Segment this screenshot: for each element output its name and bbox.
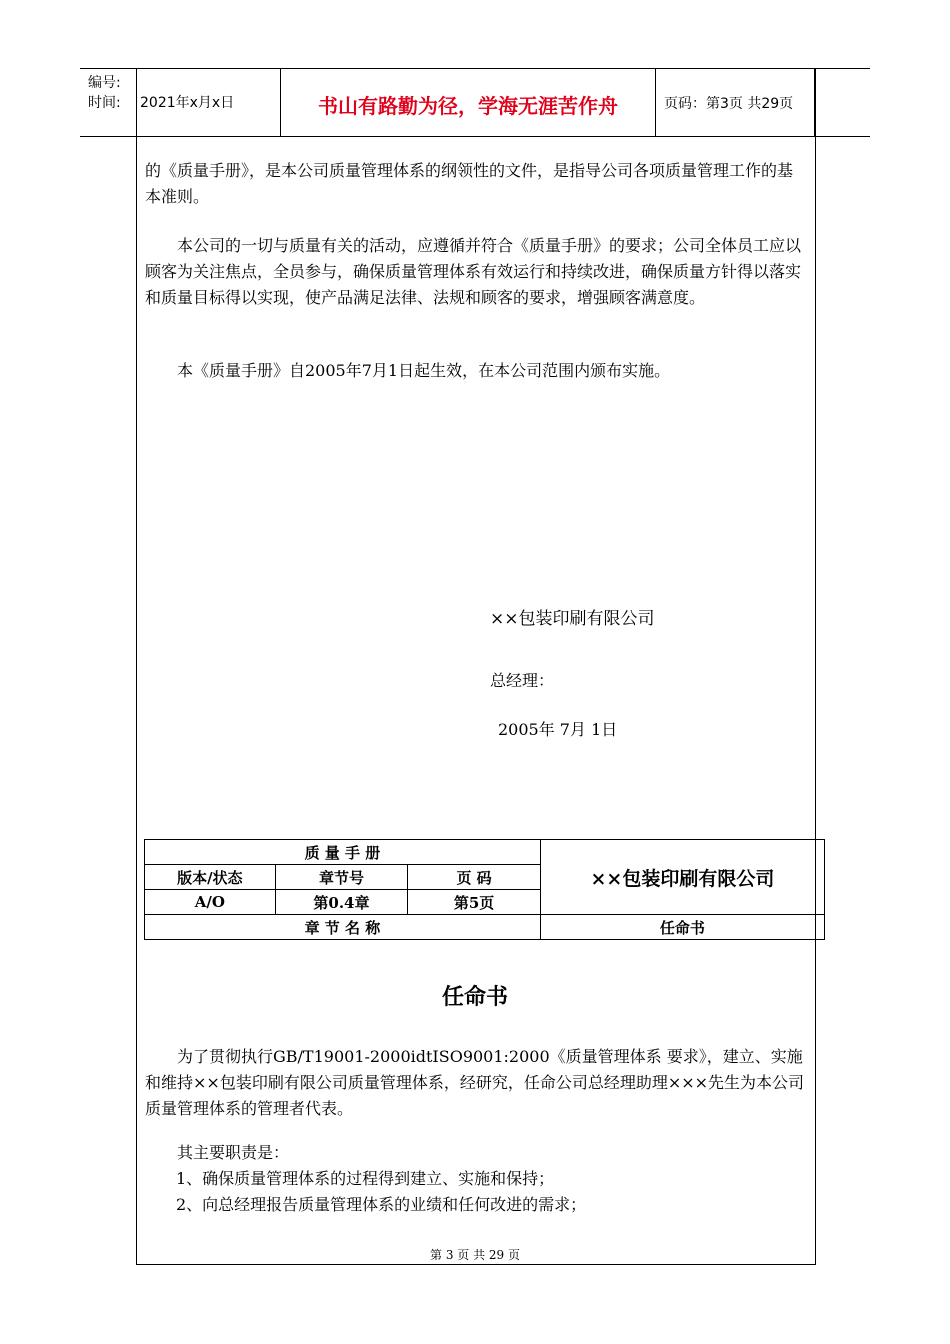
letter-paragraph-2: 本公司的一切与质量有关的活动，应遵循并符合《质量手册》的要求；公司全体员工应以顾客为关注焦点，全员参与，确保质量管理体系有效运行和持续改进，确保质量方针得以落实和质量目标得以实现，使产品满足法律、法规和顾客的要求，增强顾客满意度。 [145, 236, 802, 307]
version-cell: A/O [145, 890, 276, 915]
number-label: 编号: [88, 75, 121, 91]
signature-date: 2005年 7月 1日 [498, 720, 618, 739]
letter-paragraph-1: 的《质量手册》，是本公司质量管理体系的纲领性的文件，是指导公司各项质量管理工作的基本准则。 [145, 161, 794, 206]
page-footer: 第 3 页 共 29 页 [430, 1248, 520, 1262]
page-cell: 第5页 [408, 890, 541, 915]
signature-company: ××包装印刷有限公司 [490, 609, 655, 629]
chapter-header-cell: 章节号 [275, 865, 408, 890]
time-label: 时间: [88, 95, 121, 111]
header-page-info: 页码：第3页 共29页 [664, 96, 794, 112]
version-header-cell: 版本/状态 [145, 865, 276, 890]
section-name-cell: 任命书 [540, 915, 824, 940]
duty-item: 1、确保质量管理体系的过程得到建立、实施和保持； [176, 1169, 555, 1188]
page-header-cell: 页 码 [408, 865, 541, 890]
manual-meta-table [144, 839, 825, 940]
letter-paragraph-3: 本《质量手册》自2005年7月1日起生效，在本公司范围内颁布实施。 [177, 361, 671, 380]
manual-title-cell: 质 量 手 册 [145, 840, 541, 865]
section-name-header-cell: 章 节 名 称 [145, 915, 541, 940]
duty-item: 2、向总经理报告质量管理体系的业绩和任何改进的需求； [176, 1195, 587, 1214]
company-cell: ××包装印刷有限公司 [540, 840, 824, 915]
header-slogan: 书山有路勤为径，学海无涯苦作舟 [318, 94, 618, 118]
appointment-paragraph: 为了贯彻执行GB/T19001-2000idtISO9001:2000《质量管理体系 要求》，建立、实施和维持××包装印刷有限公司质量管理体系，经研究，任命公司总经理助理×××先生为本公司质量管理体系的管理者代表。 [145, 1047, 805, 1118]
chapter-cell: 第0.4章 [275, 890, 408, 915]
signature-gm-label: 总经理： [490, 671, 555, 690]
appointment-title: 任命书 [441, 985, 508, 1010]
header-date: 2021年x月x日 [140, 95, 235, 111]
duties-intro: 其主要职责是： [177, 1143, 290, 1162]
